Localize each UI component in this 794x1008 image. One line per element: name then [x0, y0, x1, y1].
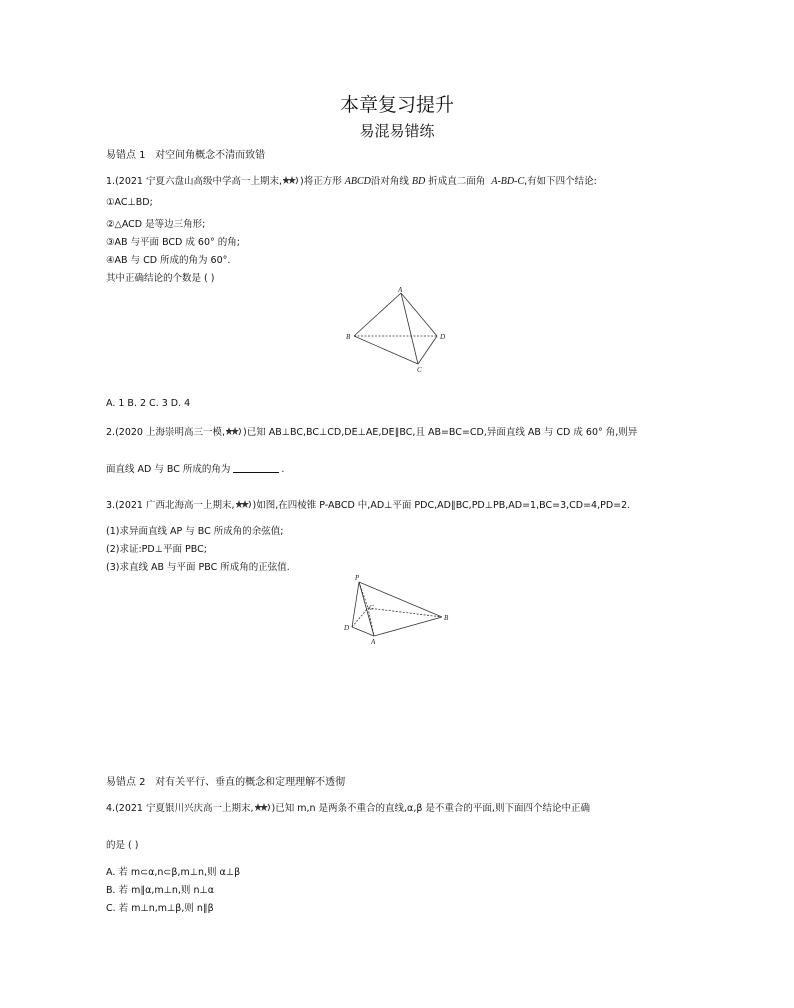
- question-4-stem-end: 的是 ( ): [106, 840, 139, 851]
- question-4-stem: 4.(2021 宁夏银川兴庆高一上期末, )已知 m,n 是两条不重合的直线,α,β 是不重合的平面,则下面四个结论中正确: [106, 803, 590, 814]
- vertex-label-b: B: [444, 614, 449, 622]
- question-1-stem: 1.(2021 宁夏六盘山高级中学高一上期末, )将正方形 ABCD沿对角线 BD 折成直二面角 A-BD-C,有如下四个结论:: [106, 176, 597, 187]
- question-2-line2: 面直线 AD 与 BC 所成的角为 .: [106, 464, 285, 475]
- vertex-label-d: D: [344, 624, 350, 632]
- section-label: 易错点 1: [106, 150, 146, 161]
- vertex-label-d: D: [440, 333, 446, 341]
- q3-part-1: (1)求异面直线 AP 与 BC 所成角的余弦值;: [106, 526, 284, 537]
- q1-options: A. 1 B. 2 C. 3 D. 4: [106, 398, 191, 409]
- q1-conclusion-3: ③AB 与平面 BCD 成 60° 的角;: [106, 237, 240, 248]
- vertex-label-a: A: [371, 638, 376, 646]
- vertex-label-b: B: [346, 333, 351, 341]
- section-text: 对空间角概念不清而致错: [155, 150, 266, 161]
- difficulty-stars-icon: [226, 427, 242, 436]
- section-header-1: [106, 146, 265, 161]
- section-header-2: [106, 773, 345, 788]
- page-subtitle: 易混易错练: [359, 122, 435, 140]
- q4-option-a: A. 若 m⊂α,n⊂β,m⊥n,则 α⊥β: [106, 867, 241, 878]
- q3-pyramid-figure: [338, 572, 458, 648]
- question-3-stem: 3.(2021 广西北海高一上期末, )如图,在四棱锥 P-ABCD 中,AD⊥平面 PDC,AD∥BC,PD⊥PB,AD=1,BC=3,CD=4,PD=2.: [106, 500, 631, 511]
- page-title: 本章复习提升: [339, 94, 454, 116]
- section-text: 对有关平行、垂直的概念和定理理解不透彻: [155, 777, 346, 788]
- answer-blank[interactable]: [233, 463, 279, 473]
- vertex-label-a: A: [398, 286, 403, 294]
- q3-part-2: (2)求证:PD⊥平面 PBC;: [106, 544, 207, 555]
- q1-conclusion-4: ④AB 与 CD 所成的角为 60°.: [106, 255, 231, 266]
- q4-option-b: B. 若 m∥α,m⊥n,则 n⊥α: [106, 885, 215, 896]
- section-label: 易错点 2: [106, 777, 146, 788]
- q1-tetrahedron-figure: [340, 284, 455, 374]
- q3-part-3: (3)求直线 AB 与平面 PBC 所成角的正弦值.: [106, 562, 290, 573]
- q1-conclusion-2: ②△ACD 是等边三角形;: [106, 219, 206, 230]
- q1-question: 其中正确结论的个数是 ( ): [106, 273, 215, 284]
- difficulty-stars-icon: [255, 803, 271, 812]
- difficulty-stars-icon: [283, 176, 299, 185]
- difficulty-stars-icon: [236, 500, 252, 509]
- question-2-line1: 2.(2020 上海崇明高三一模, )已知 AB⊥BC,BC⊥CD,DE⊥AE,DE∥BC,且 AB=BC=CD,异面直线 AB 与 CD 成 60° 角,则异: [106, 427, 638, 438]
- vertex-label-c: C: [417, 366, 422, 374]
- vertex-label-p: P: [355, 574, 360, 582]
- q1-conclusion-1: ①AC⊥BD;: [106, 197, 153, 208]
- q4-option-c: C. 若 m⊥n,m⊥β,则 n∥β: [106, 903, 214, 914]
- vertex-label-c: C: [369, 604, 374, 612]
